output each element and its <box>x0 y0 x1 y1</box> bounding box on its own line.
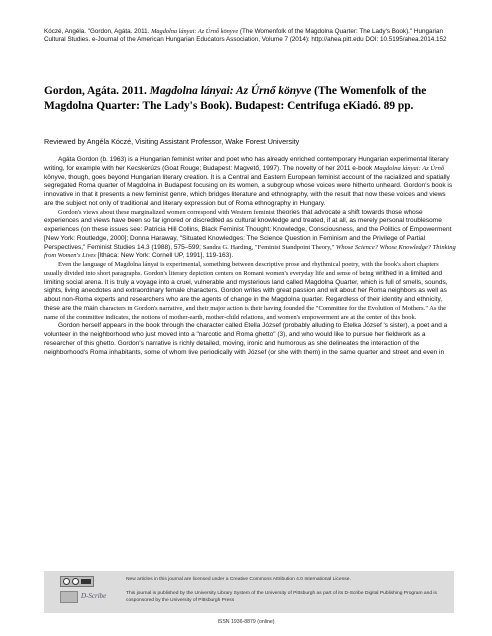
citation-text-2: (The Womenfolk of the Magdolna Quarter: The Lady's Book)." Hungarian Cultural Studies. e-Journal of the American Hungarian Educators Association, Volume 7 (2014): http://ahea.pitt.edu DOI: 10.5195/ahea.2014.152 <box>44 28 447 44</box>
citation-book-title: Magdolna lányai: Az Úrnő könyve <box>151 28 239 35</box>
p1-text-italic: Magdolna lányai: Az Úrnő <box>374 164 445 172</box>
title-text-2: (The Womenfolk of the Magdolna Quarter: The Lady's Book). Budapest: Centrifuga eKiadó. 89 pp. <box>44 85 427 112</box>
p1-text-c: könyve, though, goes beyond Hungarian literary creation. It is a Central and Eastern European feminist account of the racialized and spatially segregated Roma quarter of Magdolna in Budapest focusing on its women, a subgroup whose voices were hitherto unheard. Gordon's book is innovative in that it presents a new feminist genre, which bridges literature and ethnography, with the result that now these voices and views are the subject not only of traditional and literary expression but of Roma ethnography in Hungary. <box>44 173 453 207</box>
license-footer <box>44 571 454 613</box>
paragraph-1 <box>44 156 456 209</box>
review-title <box>44 84 454 113</box>
reviewer-byline: Reviewed by Angéla Kóczé, Visiting Assistant Professor, Wake Forest University <box>44 137 300 146</box>
review-body <box>44 156 456 357</box>
p2-text-italic: Whose Science? Whose Knowledge? Thinking from Women's Lives <box>44 243 456 260</box>
p2-text-e: [Ithaca: New York: Cornell UP, 1991], 119-163). <box>95 252 234 260</box>
citation-text-1: Kóczé, Angéla. "Gordon, Agáta. 2011. <box>44 28 152 35</box>
p3-text-c: characters in Gordon's narrative, and their major action is their having founded the "Committee for the Evolution of Mothers." As the name of the committee indicates, the notions of mother-earth, mother-child relations, and women's empowerment are at the center of this book. <box>44 304 447 321</box>
publisher-text: This journal is published by the University Library System of the University of Pittsburgh as part of its D-Scribe Digital Publishing Program and is cosponsored by the University of Pittsburgh Press <box>126 591 437 603</box>
p2-text-a: Gordon's views about these marginalized women correspond with Western feminist <box>58 208 275 216</box>
creative-commons-badge-icon[interactable] <box>60 576 94 587</box>
dscribe-logo: D-Scribe <box>81 592 107 600</box>
paragraph-2 <box>44 209 456 262</box>
university-library-logo-icon <box>60 591 78 603</box>
issn-label: ISSN 1936-8879 (online) <box>217 619 275 625</box>
p2-text-b: theories that advocate a shift towards those whose experiences and views have been so far ignored or discredited as cultural knowledge and treated, if at all, as merely personal troublesome experiences (on these issues see: Patricia Hill Collins, Black Feminist Thought: Knowledge, Consciousness, and the Politics of Empowerment [New York: Routledge, 2000]; Donna Haraway, "Situated Knowledges: The Science Question in Feminism and the Privilege of Partial Perspectives," Feminist Studies 14.3 (1988), 575–599; <box>44 208 452 251</box>
license-text: New articles in this journal are licensed under a Creative Commons Attribution 4.0 International License. <box>126 577 351 582</box>
paragraph-3 <box>44 261 456 322</box>
p4-text-a: Gordon herself appears in the book through the character called Etella József (probably alluding to Etelka József 's sister), a poet and a volunteer in the neighborhood who just moved into a "narcotic and Roma ghetto" (3), and who would like to pursue her fieldwork as a researcher of this ghetto. Gordon's narrative is richly detailed, moving, ironic and humorous as she delineates the interaction of the neighborhood's Roma inhabitants, some of whom live periodically with József (or she with them) in the same quarter and street and even in <box>44 322 448 356</box>
title-text-1: Gordon, Agáta. 2011. <box>44 85 150 97</box>
title-book-italic: Magdolna lányai: Az Úrnő könyve <box>149 85 312 97</box>
p1-text-a: Agáta Gordon (b. 1963) is a Hungarian feminist writer and poet who has already enriched contemporary Hungarian experimental literary writing, for example with her Kecskerúzs (Goat Rouge; Budapest: Magvető, 1997). The novelty of her 2011 e-book <box>44 156 449 172</box>
p3-text-a: Even the language of Magdolna lányai is experimental, something between descriptive prose and rhythmical poetry, with the book's short chapters usually divided into short paragraphs. Gordon's literary depiction centers on Romani women's everyday life and sense of being <box>44 261 439 277</box>
p3-text-b: writhed in a limited and limiting social arena. It is truly a voyage into a cruel, vulnerable and mysterious land called Magdolna Quarter, which is full of smells, sounds, sights, living anecdotes and extraordinary female characters. Gordon writes with great passion and wit about her Roma neighbors as well as about non-Roma experts and researchers who are the agents of change in the Magdolna quarter. Regardless of their identity and ethnicity, these are the main <box>44 269 448 312</box>
citation-header <box>44 28 454 45</box>
p2-text-c: Sandra G. Harding, "Feminist Standpoint Theory," <box>202 243 336 251</box>
paragraph-4 <box>44 322 456 357</box>
